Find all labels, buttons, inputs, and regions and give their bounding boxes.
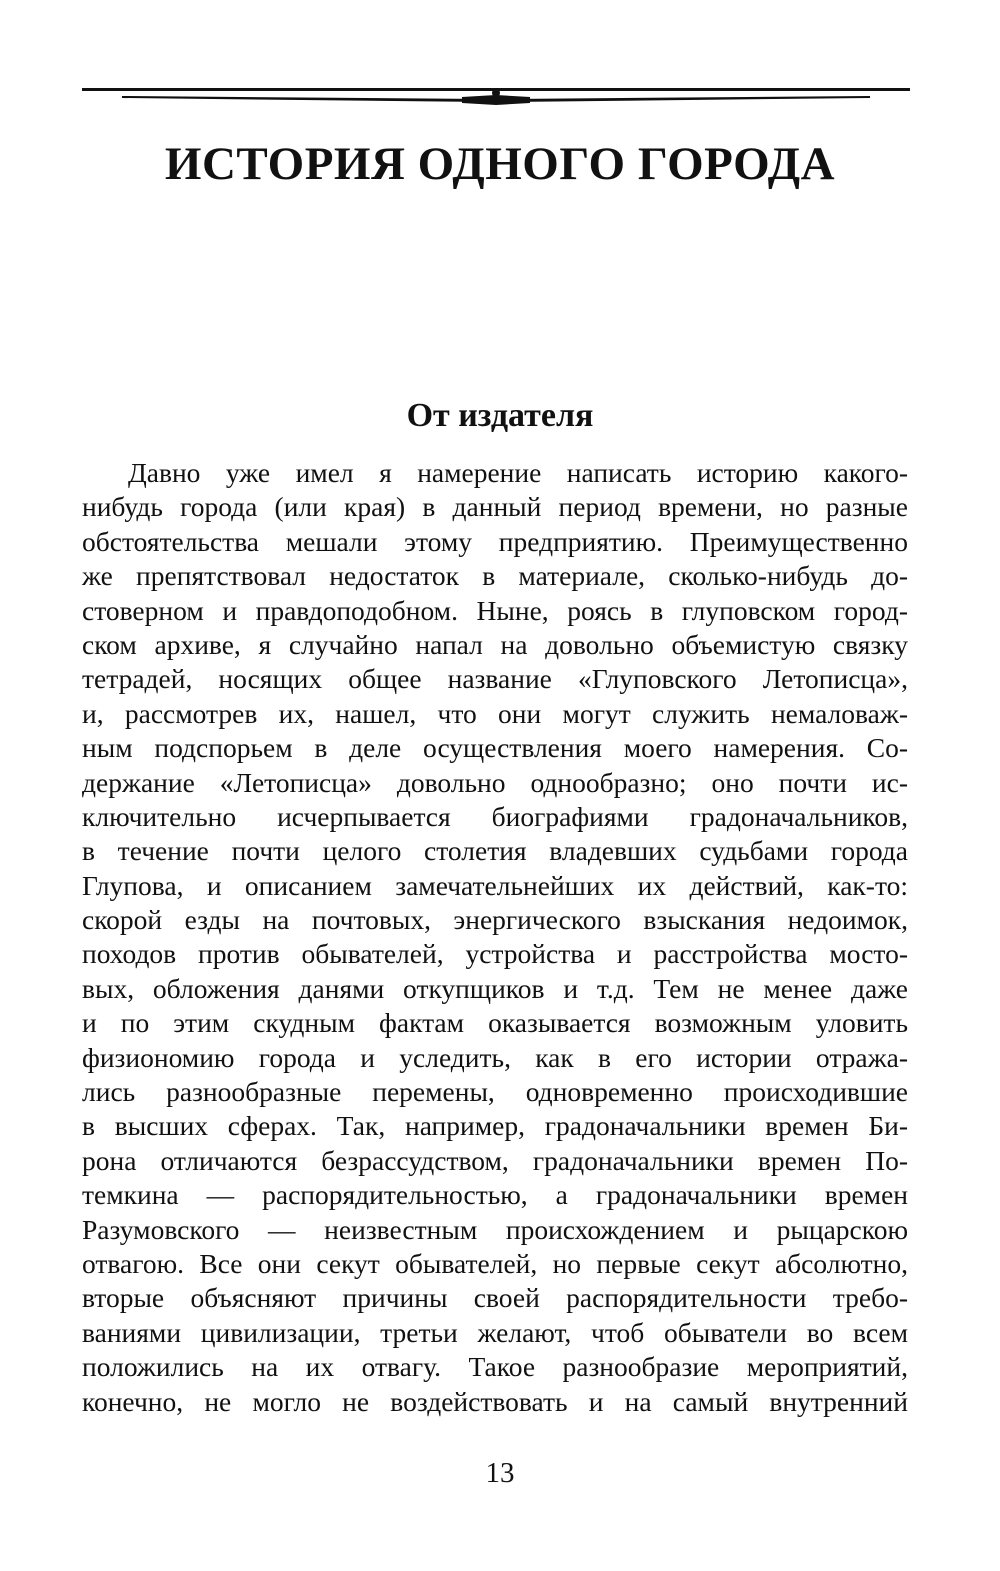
text-line: и по этим скудным фактам оказывается возможным уловить [82, 1007, 908, 1039]
section-heading: От издателя [406, 397, 594, 434]
body-paragraph [82, 456, 908, 1419]
text-line: нибудь города (или края) в данный период времени, но разные [82, 491, 908, 523]
book-title: ИСТОРИЯ ОДНОГО ГОРОДА [164, 138, 836, 190]
text-line: физиономию города и уследить, как в его истории отража- [82, 1041, 908, 1073]
text-line: тетрадей, носящих общее название «Глуповского Летописца», [82, 663, 908, 695]
text-line: вых, обложения данями откупщиков и т.д. Тем не менее даже [82, 972, 908, 1004]
text-line: Глупова, и описанием замечательнейших их действий, как-то: [82, 869, 908, 901]
text-line: в высших сферах. Так, например, градоначальники времен Би- [82, 1110, 908, 1142]
text-line: ваниями цивилизации, третьи желают, чтоб обыватели во всем [82, 1316, 908, 1348]
text-line: конечно, не могло не воздействовать и на самый внутренний [82, 1385, 908, 1417]
text-line: рона отличаются безрассудством, градоначальники времен По- [82, 1144, 908, 1176]
page-number: 13 [485, 1457, 515, 1489]
text-line: Давно уже имел я намерение написать историю какого- [128, 457, 908, 488]
text-line: лись разнообразные перемены, одновременно происходившие [82, 1076, 908, 1108]
text-line: скорой езды на почтовых, энергического взыскания недоимок, [82, 904, 908, 936]
text-line: же препятствовал недостаток в материале, сколько-нибудь до- [82, 560, 908, 592]
text-line: в течение почти целого столетия владевших судьбами города [82, 835, 908, 867]
text-line: положились на их отвагу. Такое разнообразие мероприятий, [82, 1351, 908, 1383]
text-line: и, рассмотрев их, нашел, что они могут служить немаловаж- [82, 697, 908, 729]
text-line: держание «Летописца» довольно однообразно; оно почти ис- [82, 766, 908, 798]
text-line: стоверном и правдоподобном. Ныне, роясь в глуповском город- [82, 594, 908, 626]
text-line: ным подспорьем в деле осуществления моего намерения. Со- [82, 732, 908, 764]
text-line: вторые объясняют причины своей распорядительности требо- [82, 1282, 908, 1314]
text-line: ском архиве, я случайно напал на довольно объемистую связку [82, 628, 908, 660]
text-line: отвагою. Все они секут обывателей, но первые секут абсолютно, [82, 1247, 908, 1279]
text-line: походов против обывателей, устройства и расстройства мосто- [82, 938, 908, 970]
header-ornament [82, 86, 910, 110]
text-line: темкина — распорядительностью, а градоначальники времен [82, 1179, 908, 1211]
text-line: Разумовского — неизвестным происхождением и рыцарскою [82, 1213, 908, 1245]
text-line: ключительно исчерпывается биографиями градоначальников, [82, 800, 908, 832]
text-line: обстоятельства мешали этому предприятию. Преимущественно [82, 525, 908, 557]
